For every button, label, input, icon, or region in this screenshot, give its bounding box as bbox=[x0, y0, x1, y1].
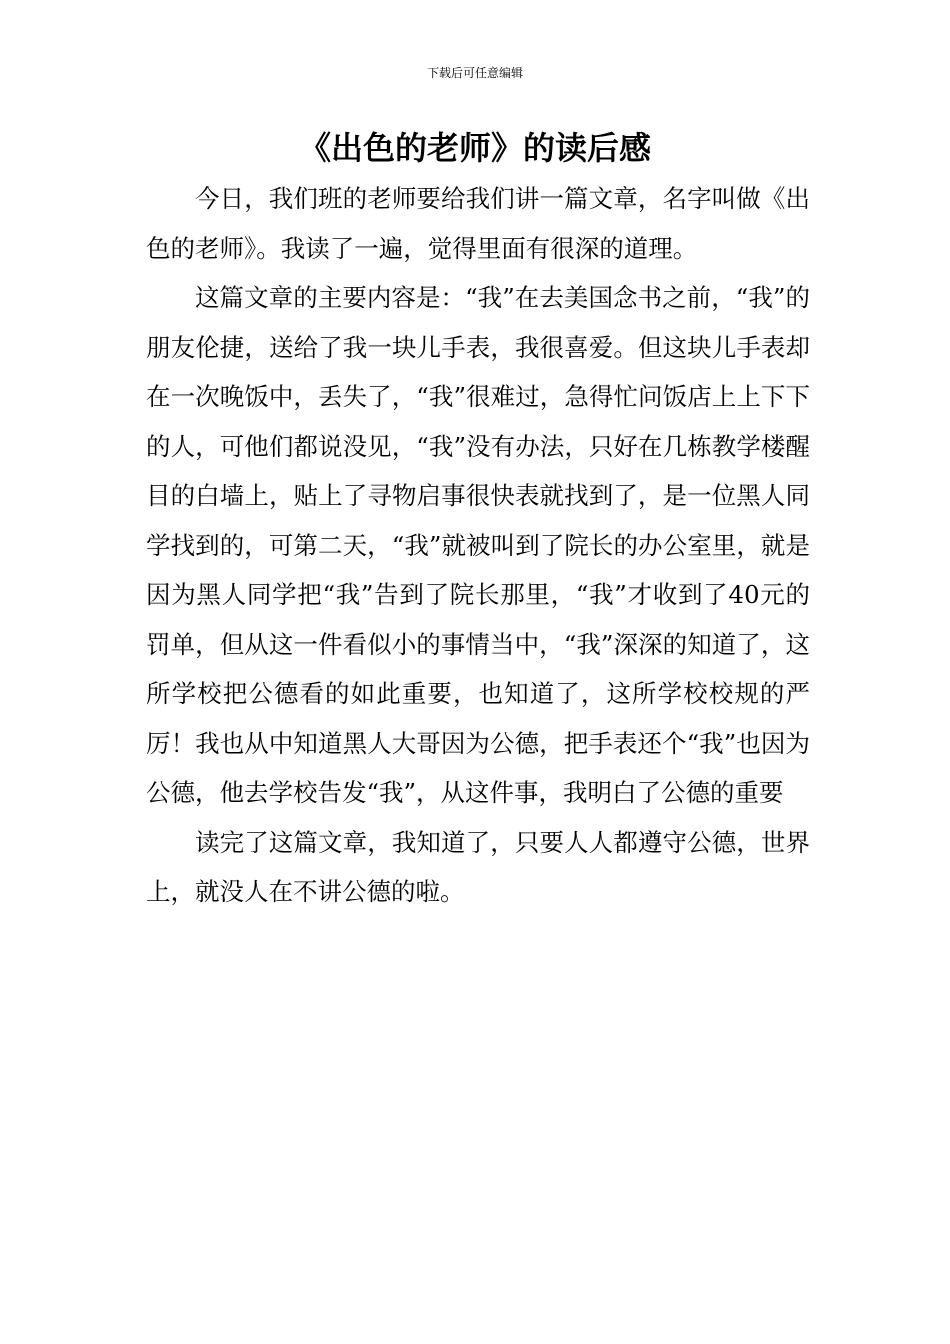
document-body bbox=[146, 174, 810, 917]
header-note: 下载后可任意编辑 bbox=[426, 66, 523, 80]
page-title: 《出色的老师》的读后感 bbox=[298, 129, 651, 167]
paragraph-1: 今日，我们班的老师要给我们讲一篇文章，名字叫做《出色的老师》。我读了一遍，觉得里面有很深的道理。 bbox=[146, 184, 810, 263]
paragraph-3: 读完了这篇文章，我知道了，只要人人都遵守公德，世界上，就没人在不讲公德的啦。 bbox=[146, 827, 810, 906]
paragraph-2: 这篇文章的主要内容是：“我”在去美国念书之前，“我”的朋友伦捷，送给了我一块儿手表，我很喜爱。但这块儿手表却在一次晚饭中，丢失了，“我”很难过，急得忙问饭店上上下下的人，可他们都说没见，“我”没有办法，只好在几栋教学楼醒目的白墙上，贴上了寻物启事很快表就找到了，是一位黑人同学找到的，可第二天，“我”就被叫到了院长的办公室里，就是因为黑人同学把“我”告到了院长那里，“我”才收到了40元的罚单，但从这一件看似小的事情当中，“我”深深的知道了，这所学校把公德看的如此重要，也知道了，这所学校校规的严厉！我也从中知道黑人大哥因为公德，把手表还个“我”也因为公德，他去学校告发“我”，从这件事，我明白了公德的重要 bbox=[146, 283, 810, 807]
